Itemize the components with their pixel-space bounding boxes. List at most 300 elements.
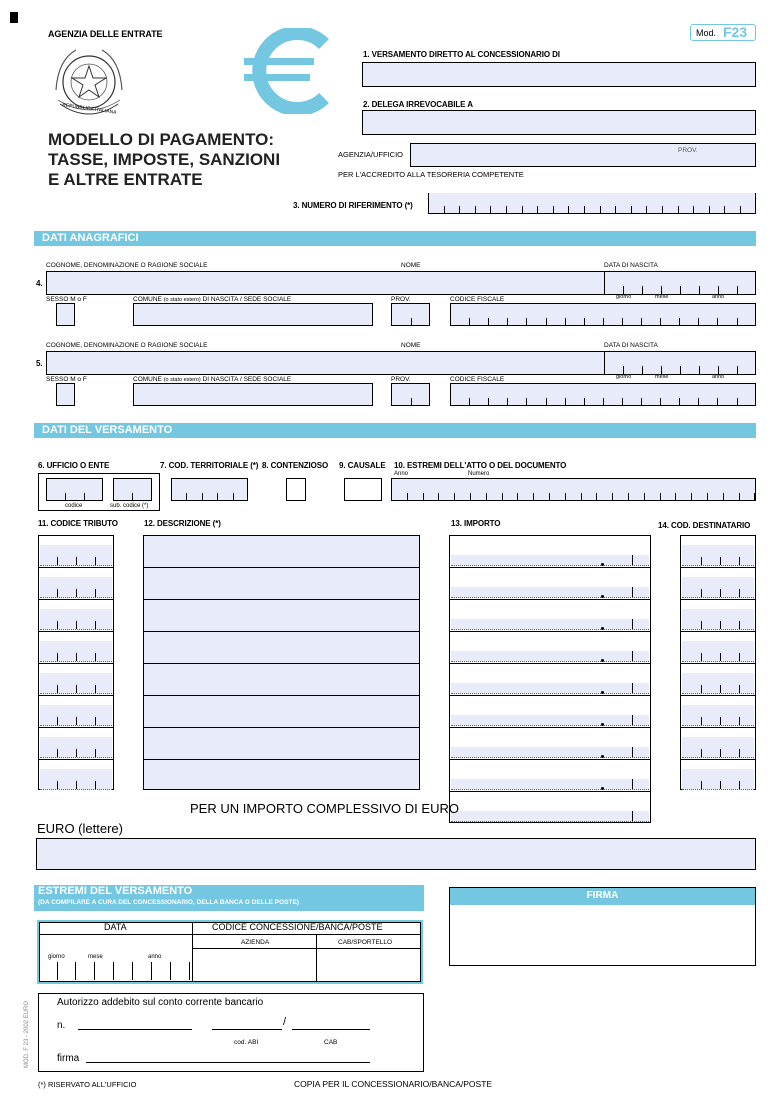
comb-tick <box>469 318 470 326</box>
comb-tick <box>76 621 77 629</box>
comb-tick <box>438 493 439 501</box>
comb-tick <box>679 318 680 326</box>
comb-tick <box>581 493 582 501</box>
comb-tick <box>737 366 738 374</box>
comb-tick <box>680 366 681 374</box>
comb-tick <box>65 493 66 501</box>
agenzia-prov-label: PROV. <box>678 147 698 154</box>
comb-tick <box>642 286 643 294</box>
row4-sesso-input[interactable] <box>56 303 75 326</box>
f14-label: 14. COD. DESTINATARIO <box>658 521 751 530</box>
comb-tick <box>701 717 702 725</box>
comb-tick <box>94 962 95 980</box>
firma-input[interactable] <box>449 887 756 966</box>
agenzia-input[interactable] <box>410 143 756 167</box>
row4-comune-label <box>133 296 291 303</box>
table-row-line <box>38 727 114 728</box>
comune-a: COMUNE <box>133 296 162 303</box>
comb-tick <box>76 749 77 757</box>
row4-data-label: DATA DI NASCITA <box>604 262 658 269</box>
comb-tick <box>57 685 58 693</box>
field2-label: 2. DELEGA IRREVOCABILE A <box>363 100 473 109</box>
comb-tick <box>632 587 633 597</box>
comb-tick <box>502 493 503 501</box>
row4-cf-label: CODICE FISCALE <box>450 296 505 303</box>
comb-tick <box>720 749 721 757</box>
table-row-line <box>143 567 420 568</box>
comb-tick <box>233 493 234 501</box>
ufficio-codice-input[interactable] <box>46 478 103 501</box>
table-row-line <box>143 727 420 728</box>
comb-tick <box>660 493 661 501</box>
comb-tick <box>469 398 470 406</box>
row4-anno-label: anno <box>712 294 725 300</box>
comb-tick <box>95 557 96 565</box>
comb-tick <box>662 206 663 214</box>
comb-tick <box>459 206 460 214</box>
f11-label: 11. CODICE TRIBUTO <box>38 519 118 528</box>
comb-tick <box>701 749 702 757</box>
accredito-label: PER L'ACCREDITO ALLA TESORERIA COMPETENTE <box>338 170 524 179</box>
concessionario-input[interactable] <box>362 62 756 87</box>
comb-tick <box>95 781 96 789</box>
row5-cognome-input[interactable] <box>46 351 604 375</box>
anagrafici-band: DATI ANAGRAFICI <box>34 231 756 246</box>
importo-input[interactable] <box>451 747 649 758</box>
comb-tick <box>739 685 740 693</box>
table-row-line <box>680 727 756 728</box>
importo-input[interactable] <box>451 587 649 598</box>
table-row-line <box>680 695 756 696</box>
field3-label: 3. NUMERO DI RIFERIMENTO (*) <box>293 201 413 210</box>
decimal-dot <box>601 659 604 662</box>
comb-tick <box>490 206 491 214</box>
table-row-line <box>38 631 114 632</box>
comb-tick <box>57 589 58 597</box>
comb-tick <box>737 398 738 406</box>
comb-tick <box>517 493 518 501</box>
comb-tick <box>76 557 77 565</box>
row5-cf-label: CODICE FISCALE <box>450 376 505 383</box>
importo-input[interactable] <box>451 555 649 566</box>
importo-input[interactable] <box>451 715 649 726</box>
cab-label: CAB <box>324 1039 338 1046</box>
comb-tick <box>584 206 585 214</box>
comb-tick <box>57 962 58 980</box>
comb-tick <box>444 206 445 214</box>
row5-sesso-label: SESSO M o F <box>46 376 87 383</box>
comb-tick <box>151 962 152 980</box>
comb-tick <box>546 318 547 326</box>
cod-destinatario-input[interactable] <box>682 737 754 758</box>
estremi-cab-label: CAB/SPORTELLO <box>338 939 393 946</box>
causale-input[interactable] <box>344 478 382 501</box>
table-row-line <box>449 535 651 536</box>
comb-tick <box>75 962 76 980</box>
comb-tick <box>603 318 604 326</box>
riservato-note: (*) RISERVATO ALL'UFFICIO <box>38 1080 137 1089</box>
comb-tick <box>642 366 643 374</box>
mod-badge <box>690 24 756 41</box>
comb-tick <box>720 653 721 661</box>
cod-destinatario-input[interactable] <box>682 769 754 790</box>
comb-tick <box>186 493 187 501</box>
comb-tick <box>718 286 719 294</box>
table-row-line <box>449 631 651 632</box>
comb-tick <box>622 318 623 326</box>
corner-mark <box>10 12 18 23</box>
table-row-line <box>449 695 651 696</box>
row4-number: 4. <box>36 279 43 288</box>
euro-symbol-icon <box>242 28 332 114</box>
estremi-azienda-label: AZIENDA <box>241 939 270 946</box>
comb-tick <box>76 653 77 661</box>
comb-tick <box>57 749 58 757</box>
comb-tick <box>739 781 740 789</box>
comb-tick <box>95 685 96 693</box>
comb-tick <box>739 493 740 501</box>
totale-input[interactable] <box>451 811 649 822</box>
title-line-2: TASSE, IMPOSTE, SANZIONI <box>48 150 281 169</box>
decimal-dot <box>601 595 604 598</box>
comb-tick <box>623 286 624 294</box>
row5-comune-label <box>133 376 291 383</box>
table-row-line <box>680 663 756 664</box>
comb-tick <box>720 557 721 565</box>
estremi-data-label: DATA <box>104 922 127 932</box>
comb-tick <box>603 398 604 406</box>
estremi-mese-label: mese <box>88 954 103 960</box>
side-code: MOD. F 23 - 2002 EURO <box>24 1000 30 1068</box>
comb-tick <box>660 318 661 326</box>
comb-tick <box>217 493 218 501</box>
agenzia-label: AGENZIA/UFFICIO <box>338 150 404 159</box>
comb-tick <box>507 398 508 406</box>
numero-label: Numero <box>468 471 490 477</box>
comb-tick <box>701 781 702 789</box>
comb-tick <box>57 781 58 789</box>
estremi-giorno-label: giorno <box>48 954 65 960</box>
comb-tick <box>76 685 77 693</box>
comb-tick <box>739 717 740 725</box>
row5-number: 5. <box>36 359 43 368</box>
comb-tick <box>411 398 412 406</box>
comb-tick <box>628 493 629 501</box>
comb-tick <box>739 589 740 597</box>
subcodice-label: sub. codice (*) <box>110 503 149 509</box>
estremi-subtitle: (DA COMPILARE A CURA DEL CONCESSIONARIO, DELLA BANCA O DELLE POSTE) <box>38 899 299 906</box>
comb-tick <box>720 717 721 725</box>
estremi-codice-label: CODICE CONCESSIONE/BANCA/POSTE <box>212 922 383 932</box>
comb-tick <box>76 589 77 597</box>
comb-tick <box>423 493 424 501</box>
comb-tick <box>632 683 633 693</box>
comb-tick <box>632 651 633 661</box>
comb-tick <box>631 206 632 214</box>
row4-nome-label: NOME <box>401 262 421 269</box>
codice-label: codice <box>65 503 83 509</box>
f8-label: 8. CONTENZIOSO <box>262 461 329 470</box>
row4-prov-label: PROV. <box>391 296 411 303</box>
comb-tick <box>737 286 738 294</box>
comb-tick <box>693 206 694 214</box>
table-row-line <box>449 727 651 728</box>
anno-label: Anno <box>394 471 409 477</box>
copia-note: COPIA PER IL CONCESSIONARIO/BANCA/POSTE <box>294 1079 493 1089</box>
cod-destinatario-input[interactable] <box>682 577 754 598</box>
table-row-line <box>680 599 756 600</box>
comb-tick <box>679 398 680 406</box>
row4-giorno-label: giorno <box>616 294 632 300</box>
comb-tick <box>632 779 633 789</box>
f10-label: 10. ESTREMI DELL'ATTO O DEL DOCUMENTO <box>394 461 567 470</box>
comune-b: (o stato estero) <box>163 297 201 303</box>
numero-riferimento-input[interactable] <box>428 193 756 214</box>
cab-input[interactable] <box>292 1013 370 1030</box>
comb-tick <box>549 493 550 501</box>
f13-label: 13. IMPORTO <box>451 519 501 528</box>
f9-label: 9. CAUSALE <box>339 461 386 470</box>
comb-tick <box>723 493 724 501</box>
abi-input[interactable] <box>212 1013 282 1030</box>
estremi-divider-v2 <box>316 934 317 982</box>
comb-tick <box>537 206 538 214</box>
comb-tick <box>113 962 114 980</box>
table-row-line <box>143 759 420 760</box>
comb-tick <box>470 493 471 501</box>
cod-destinatario-input[interactable] <box>682 673 754 694</box>
comune-b: (o stato estero) <box>163 377 201 383</box>
comb-tick <box>76 781 77 789</box>
table-row-line <box>449 791 651 792</box>
comb-tick <box>95 717 96 725</box>
estremi-atto-input[interactable] <box>391 478 756 501</box>
comb-tick <box>584 398 585 406</box>
cod-destinatario-input[interactable] <box>682 609 754 630</box>
comb-tick <box>565 493 566 501</box>
mod-prefix: Mod. <box>696 28 717 38</box>
comb-tick <box>202 493 203 501</box>
comb-tick <box>95 621 96 629</box>
seal-text: REPUBBLICA ITALIANA <box>61 102 117 116</box>
comb-tick <box>632 715 633 725</box>
estremi-title: ESTREMI DEL VERSAMENTO <box>38 885 193 897</box>
comb-tick <box>526 318 527 326</box>
comb-tick <box>57 621 58 629</box>
table-row-line <box>449 663 651 664</box>
comb-tick <box>565 318 566 326</box>
comb-tick <box>486 493 487 501</box>
euro-lettere-label: EURO (lettere) <box>37 821 123 836</box>
comb-tick <box>411 318 412 326</box>
table-row-line <box>38 663 114 664</box>
contenzioso-input[interactable] <box>286 478 306 501</box>
comb-tick <box>533 493 534 501</box>
comb-tick <box>170 962 171 980</box>
table-row-line <box>449 599 651 600</box>
comb-tick <box>546 398 547 406</box>
comb-tick <box>488 318 489 326</box>
row5-prov-label: PROV. <box>391 376 411 383</box>
comb-tick <box>632 811 633 821</box>
importo-input[interactable] <box>451 651 649 662</box>
comb-tick <box>698 318 699 326</box>
comb-tick <box>84 493 85 501</box>
addebito-firma-label: firma <box>57 1053 80 1064</box>
table-row-line <box>449 759 651 760</box>
comb-tick <box>428 206 429 214</box>
comb-tick <box>754 493 755 501</box>
decimal-dot <box>601 755 604 758</box>
estremi-header <box>34 885 424 911</box>
decimal-dot <box>601 563 604 566</box>
comb-tick <box>132 962 133 980</box>
comb-tick <box>720 589 721 597</box>
importo-input[interactable] <box>451 779 649 790</box>
table-row-line <box>680 567 756 568</box>
row5-sesso-input[interactable] <box>56 383 75 406</box>
importo-input[interactable] <box>451 619 649 630</box>
comb-tick <box>646 206 647 214</box>
table-row-line <box>143 663 420 664</box>
cod-destinatario-input[interactable] <box>682 641 754 662</box>
table-row-line <box>143 695 420 696</box>
conto-input[interactable] <box>78 1013 192 1030</box>
row5-nome-label: NOME <box>401 342 421 349</box>
comb-tick <box>622 398 623 406</box>
comb-tick <box>707 493 708 501</box>
comb-tick <box>720 621 721 629</box>
comb-tick <box>95 653 96 661</box>
table-row-line <box>143 631 420 632</box>
table-row-line <box>38 695 114 696</box>
comune-a: COMUNE <box>133 376 162 383</box>
comb-tick <box>701 589 702 597</box>
comb-tick <box>724 206 725 214</box>
comb-tick <box>661 286 662 294</box>
comb-tick <box>641 398 642 406</box>
comb-tick <box>660 398 661 406</box>
comb-tick <box>717 398 718 406</box>
decimal-dot <box>601 787 604 790</box>
field1-label: 1. VERSAMENTO DIRETTO AL CONCESSIONARIO DI <box>363 50 560 59</box>
title-line-3: E ALTRE ENTRATE <box>48 170 203 189</box>
comb-tick <box>709 206 710 214</box>
row4-cognome-input[interactable] <box>46 271 604 295</box>
comb-tick <box>189 962 190 980</box>
title-line-1: MODELLO DI PAGAMENTO: <box>48 130 275 149</box>
addebito-firma-input[interactable] <box>86 1046 370 1063</box>
cod-abi-label: cod. ABI <box>234 1039 259 1046</box>
comb-tick <box>739 621 740 629</box>
row4-cognome-label: COGNOME, DENOMINAZIONE O RAGIONE SOCIALE <box>46 262 208 269</box>
comb-tick <box>720 781 721 789</box>
comb-tick <box>454 493 455 501</box>
decimal-dot <box>601 627 604 630</box>
comb-tick <box>600 206 601 214</box>
table-row-line <box>680 759 756 760</box>
comb-tick <box>615 206 616 214</box>
comb-tick <box>632 747 633 757</box>
table-row-line <box>38 759 114 760</box>
euro-lettere-input[interactable] <box>36 838 756 870</box>
comb-tick <box>584 318 585 326</box>
table-row-line <box>38 599 114 600</box>
comb-tick <box>699 366 700 374</box>
republic-seal-icon <box>46 40 132 126</box>
comb-tick <box>596 493 597 501</box>
f6-label: 6. UFFICIO O ENTE <box>38 461 110 470</box>
comb-tick <box>506 206 507 214</box>
comb-tick <box>57 557 58 565</box>
cod-territoriale-input[interactable] <box>171 478 248 501</box>
estremi-divider-h2 <box>192 948 421 949</box>
comb-tick <box>526 398 527 406</box>
table-row-line <box>143 599 420 600</box>
table-row-line <box>38 567 114 568</box>
comb-tick <box>632 619 633 629</box>
row5-mese-label: mese <box>655 374 669 380</box>
comb-tick <box>675 493 676 501</box>
comb-tick <box>718 366 719 374</box>
comb-tick <box>717 318 718 326</box>
versamento-band: DATI DEL VERSAMENTO <box>34 423 756 438</box>
estremi-divider-h <box>39 934 421 935</box>
addebito-n-label: n. <box>57 1020 66 1031</box>
decimal-dot <box>601 691 604 694</box>
comb-tick <box>699 286 700 294</box>
table-row-line <box>449 567 651 568</box>
row5-giorno-label: giorno <box>616 374 632 380</box>
estremi-divider-v <box>192 922 193 982</box>
row4-comune-input[interactable] <box>133 303 373 326</box>
comb-tick <box>701 653 702 661</box>
row4-sesso-label: SESSO M o F <box>46 296 87 303</box>
comb-tick <box>623 366 624 374</box>
comb-tick <box>678 206 679 214</box>
comune-c: DI NASCITA / SEDE SOCIALE <box>202 376 292 383</box>
comb-tick <box>553 206 554 214</box>
page-title <box>48 130 280 190</box>
row5-comune-input[interactable] <box>133 383 373 406</box>
cod-destinatario-input[interactable] <box>682 545 754 566</box>
table-row-line <box>680 631 756 632</box>
comb-tick <box>701 557 702 565</box>
mod-code: F23 <box>723 24 748 40</box>
addebito-slash: / <box>283 1016 287 1028</box>
cod-destinatario-input[interactable] <box>682 705 754 726</box>
row4-mese-label: mese <box>655 294 669 300</box>
comb-tick <box>95 589 96 597</box>
comb-tick <box>57 653 58 661</box>
comb-tick <box>701 685 702 693</box>
comb-tick <box>568 206 569 214</box>
comb-tick <box>739 557 740 565</box>
comb-tick <box>641 318 642 326</box>
comb-tick <box>739 749 740 757</box>
agency-name: AGENZIA DELLE ENTRATE <box>48 29 163 39</box>
comb-tick <box>57 717 58 725</box>
delega-input[interactable] <box>362 110 756 135</box>
comb-tick <box>661 366 662 374</box>
comb-tick <box>720 685 721 693</box>
comb-tick <box>691 493 692 501</box>
comb-tick <box>76 717 77 725</box>
comb-tick <box>740 206 741 214</box>
f7-label: 7. COD. TERRITORIALE (*) <box>160 461 259 470</box>
comb-tick <box>565 398 566 406</box>
importo-input[interactable] <box>451 683 649 694</box>
